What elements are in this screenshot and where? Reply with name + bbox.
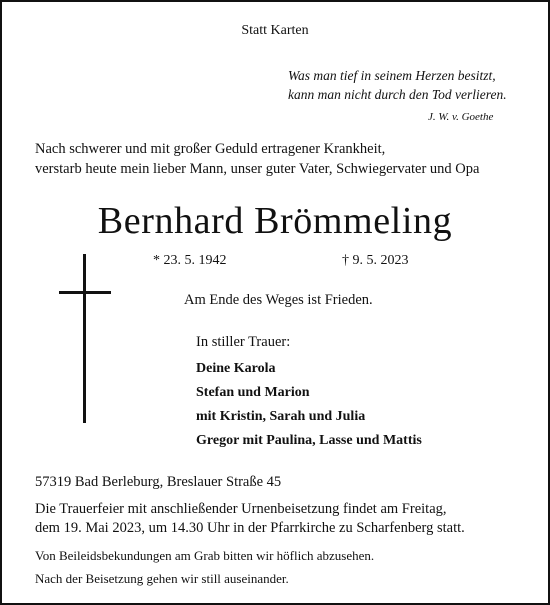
mourner-name: mit Kristin, Sarah und Julia [196,409,366,424]
family-address: 57319 Bad Berleburg, Breslauer Straße 45 [35,474,282,490]
quote-author: J. W. v. Goethe [428,111,494,123]
quote-line-1: Was man tief in seinem Herzen besitzt, [288,68,496,83]
burial-note: Nach der Beisetzung gehen wir still auseinander. [35,571,289,586]
mourner-name: Gregor mit Paulina, Lasse und Mattis [196,433,422,448]
header-statt-karten: Statt Karten [241,23,309,38]
cross-horizontal-bar [59,291,111,294]
motto: Am Ende des Weges ist Frieden. [184,292,373,308]
birth-date: * 23. 5. 1942 [153,253,227,268]
funeral-info-line-2: dem 19. Mai 2023, um 14.30 Uhr in der Pfarrkirche zu Scharfenberg statt. [35,520,465,536]
funeral-info-line-1: Die Trauerfeier mit anschließender Urnenbeisetzung findet am Freitag, [35,501,447,517]
intro-line-1: Nach schwerer und mit großer Geduld ertragener Krankheit, [35,141,386,157]
cross-vertical-bar [83,254,86,423]
mourner-name: Deine Karola [196,361,276,376]
mourners-intro: In stiller Trauer: [196,334,291,350]
mourner-name: Stefan und Marion [196,385,310,400]
quote-line-2: kann man nicht durch den Tod verlieren. [288,87,507,102]
death-date: † 9. 5. 2023 [342,253,409,268]
intro-line-2: verstarb heute mein lieber Mann, unser guter Vater, Schwiegervater und Opa [35,161,480,177]
deceased-name: Bernhard Brömmeling [97,200,453,242]
condolence-note: Von Beileidsbekundungen am Grab bitten wir höflich abzusehen. [35,548,375,563]
